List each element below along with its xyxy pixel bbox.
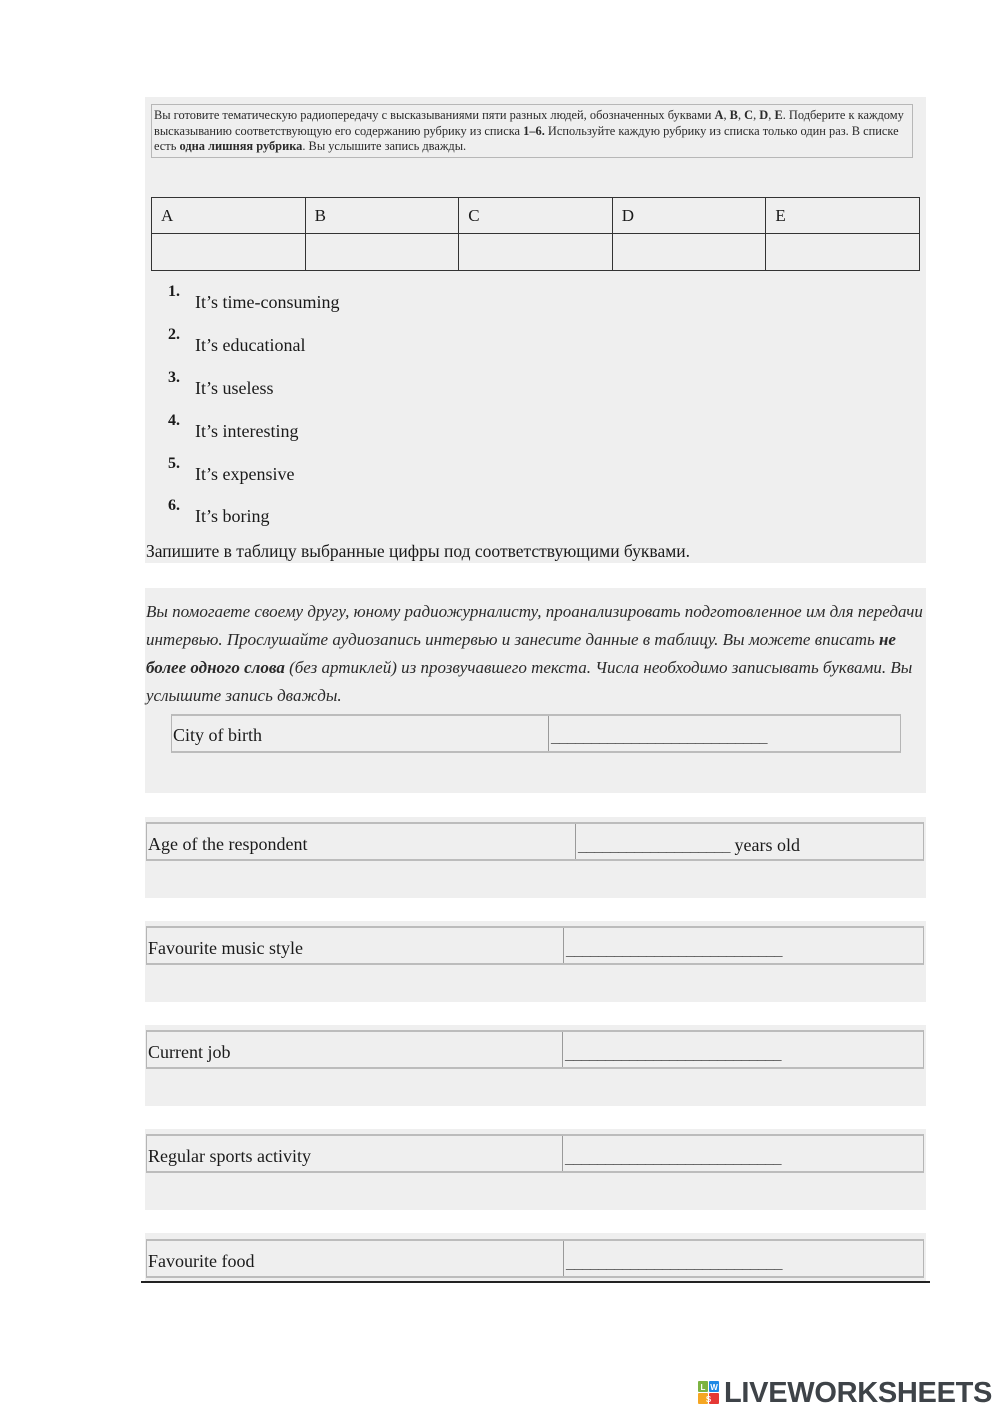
answer-blank-food[interactable]: ___________________________ (566, 1253, 782, 1272)
task1-panel (145, 97, 926, 563)
row-label: Favourite food (148, 1251, 255, 1271)
svg-text:W: W (710, 1383, 718, 1392)
row-divider (548, 716, 549, 751)
info-row-sports (146, 1134, 924, 1173)
answer-blank-job[interactable]: ___________________________ (565, 1044, 781, 1063)
info-row-age (146, 822, 924, 861)
answer-cell-d[interactable] (612, 234, 766, 271)
info-row-music (146, 926, 924, 965)
grid-header-b: B (305, 198, 459, 234)
years-old-suffix: years old (730, 835, 800, 855)
row-divider (575, 824, 576, 859)
row-label: Current job (148, 1042, 231, 1062)
task1-instructions: Вы готовите тематическую радиопередачу с высказываниями пяти разных людей, обозначенных буквами A, B, C, D, E. Подберите к каждому высказыванию соответствующую его содержанию рубрику из списка 1–6. Используйте каждую рубрику из списка только один раз. В списке есть одна лишняя рубрика. Вы услышите запись дважды. (151, 104, 913, 158)
row-divider (563, 928, 564, 963)
answer-cell-b[interactable] (305, 234, 459, 271)
row-label: Regular sports activity (148, 1146, 311, 1166)
logo-text: LIVEWORKSHEETS (724, 1377, 993, 1409)
svg-text:L: L (700, 1383, 706, 1392)
svg-text:S: S (705, 1395, 712, 1404)
answer-cell-a[interactable] (152, 234, 306, 271)
liveworksheets-logo-icon (698, 1381, 720, 1405)
answer-blank-age-input[interactable]: ___________________ (578, 836, 730, 855)
grid-header-e: E (766, 198, 920, 234)
answer-cell-e[interactable] (766, 234, 920, 271)
info-row-job (146, 1030, 924, 1069)
answer-blank-sports[interactable]: ___________________________ (565, 1148, 781, 1167)
row-label: Age of the respondent (148, 834, 308, 854)
write-note: Запишите в таблицу выбранные цифры под соответствующими буквами. (146, 541, 691, 561)
answer-grid (151, 197, 920, 271)
row-divider (563, 1241, 564, 1276)
grid-header-c: C (459, 198, 613, 234)
row-divider (562, 1136, 563, 1171)
grid-header-a: A (152, 198, 306, 234)
info-row-city (171, 714, 901, 753)
task2-instructions: Вы помогаете своему другу, юному радиожурналисту, проанализировать подготовленное им для передачи интервью. Прослушайте аудиозапись интервью и занесите данные в таблицу. Вы можете вписать не более одного слова (без артиклей) из прозвучавшего текста. Числа необходимо записывать буквами. Вы услышите запись дважды. (146, 602, 923, 705)
bottom-rule (141, 1281, 930, 1283)
answer-blank-city[interactable]: ___________________________ (551, 727, 767, 746)
answer-blank-age (578, 835, 800, 856)
row-label: City of birth (173, 725, 262, 745)
grid-header-d: D (612, 198, 766, 234)
info-row-food (146, 1239, 924, 1278)
row-divider (562, 1032, 563, 1067)
answer-blank-music[interactable]: ___________________________ (566, 940, 782, 959)
answer-cell-c[interactable] (459, 234, 613, 271)
row-label: Favourite music style (148, 938, 303, 958)
